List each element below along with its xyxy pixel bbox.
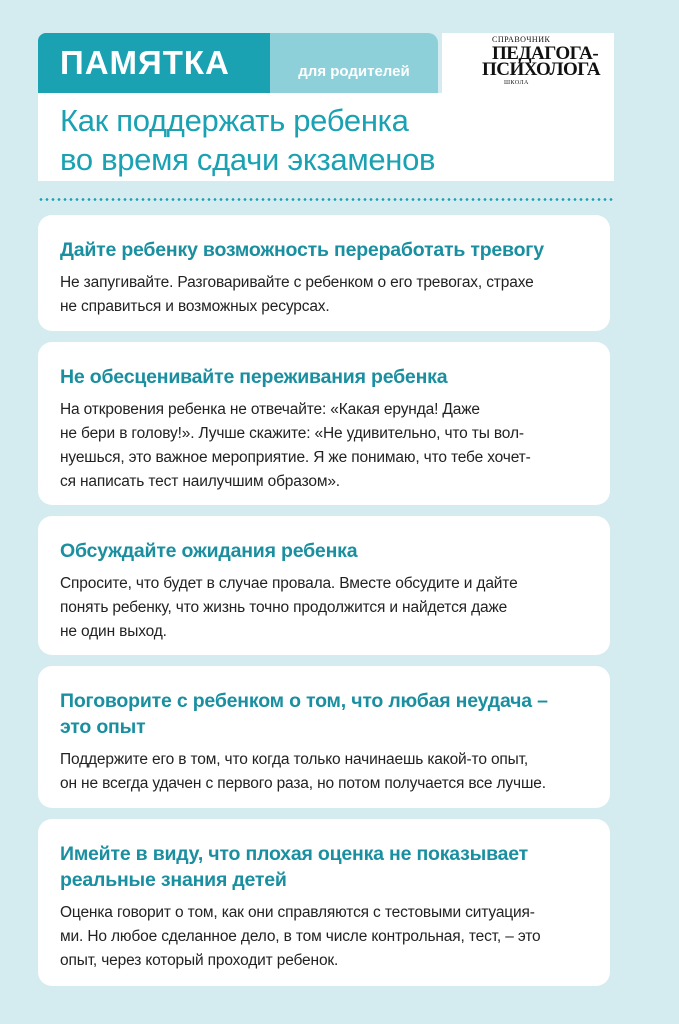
tip-card-3 [38, 516, 610, 655]
tip-title [60, 538, 586, 564]
memo-badge: ПАМЯТКА [38, 33, 270, 93]
tip-title-line: Поговорите с ребенком о том, что любая неудача – [60, 690, 548, 712]
page-title [38, 93, 614, 181]
title-line-2: во время сдачи экзаменов [60, 142, 436, 177]
tip-card-1 [38, 215, 610, 331]
tip-title-line: реальные знания детей [60, 869, 287, 891]
tip-title [60, 237, 586, 263]
tip-text-line: Не запугивайте. Разговаривайте с ребенком о его тревогах, страхе [60, 274, 534, 291]
tip-title-line: Дайте ребенку возможность переработать тревогу [60, 239, 544, 261]
tip-text [60, 398, 586, 494]
tip-text-line: ся написать тест наилучшим образом». [60, 473, 340, 490]
dotted-divider [38, 198, 614, 201]
tip-title-line: Обсуждайте ожидания ребенка [60, 540, 358, 562]
audience-tab: для родителей [270, 33, 438, 93]
tip-text-line: не один выход. [60, 623, 167, 640]
tip-text-line: Спросите, что будет в случае провала. Вместе обсудите и дайте [60, 575, 518, 592]
tip-title [60, 688, 586, 740]
publisher-logo [442, 33, 614, 93]
tip-card-2 [38, 342, 610, 505]
tip-title [60, 841, 586, 893]
tip-text-line: нуешься, это важное мероприятие. Я же понимаю, что тебе хочет- [60, 449, 531, 466]
tip-title-line: Имейте в виду, что плохая оценка не показывает [60, 843, 529, 865]
tip-text-line: не справиться и возможных ресурсах. [60, 298, 330, 315]
tip-title-line: это опыт [60, 716, 146, 738]
tip-text-line: Поддержите его в том, что когда только начинаешь какой-то опыт, [60, 751, 529, 768]
tip-card-5 [38, 819, 610, 986]
logo-top-text: СПРАВОЧНИК [492, 35, 551, 44]
tip-title-line: Не обесценивайте переживания ребенка [60, 366, 448, 388]
tip-card-4 [38, 666, 610, 808]
tip-text [60, 901, 586, 973]
header [38, 33, 614, 93]
tip-text-line: Оценка говорит о том, как они справляются с тестовыми ситуация- [60, 904, 535, 921]
tip-text-line: На откровения ребенка не отвечайте: «Какая ерунда! Даже [60, 401, 480, 418]
tip-text-line: опыт, через который проходит ребенок. [60, 952, 339, 969]
tip-title [60, 364, 586, 390]
logo-line-1: ПЕДАГОГА- [492, 43, 599, 64]
tip-text-line: он не всегда удачен с первого раза, но потом получается все лучше. [60, 775, 546, 792]
tip-text [60, 572, 586, 644]
title-line-1: Как поддержать ребенка [60, 103, 409, 138]
tip-text-line: ми. Но любое сделанное дело, в том числе контрольная, тест, – это [60, 928, 541, 945]
tip-text [60, 748, 586, 796]
tip-text-line: не бери в голову!». Лучше скажите: «Не удивительно, что ты вол- [60, 425, 524, 442]
logo-bottom-text: ШКОЛА [504, 80, 529, 86]
logo-line-2: ПСИХОЛОГА [482, 59, 601, 80]
tip-text [60, 271, 586, 319]
tip-text-line: понять ребенку, что жизнь точно продолжится и найдется даже [60, 599, 508, 616]
